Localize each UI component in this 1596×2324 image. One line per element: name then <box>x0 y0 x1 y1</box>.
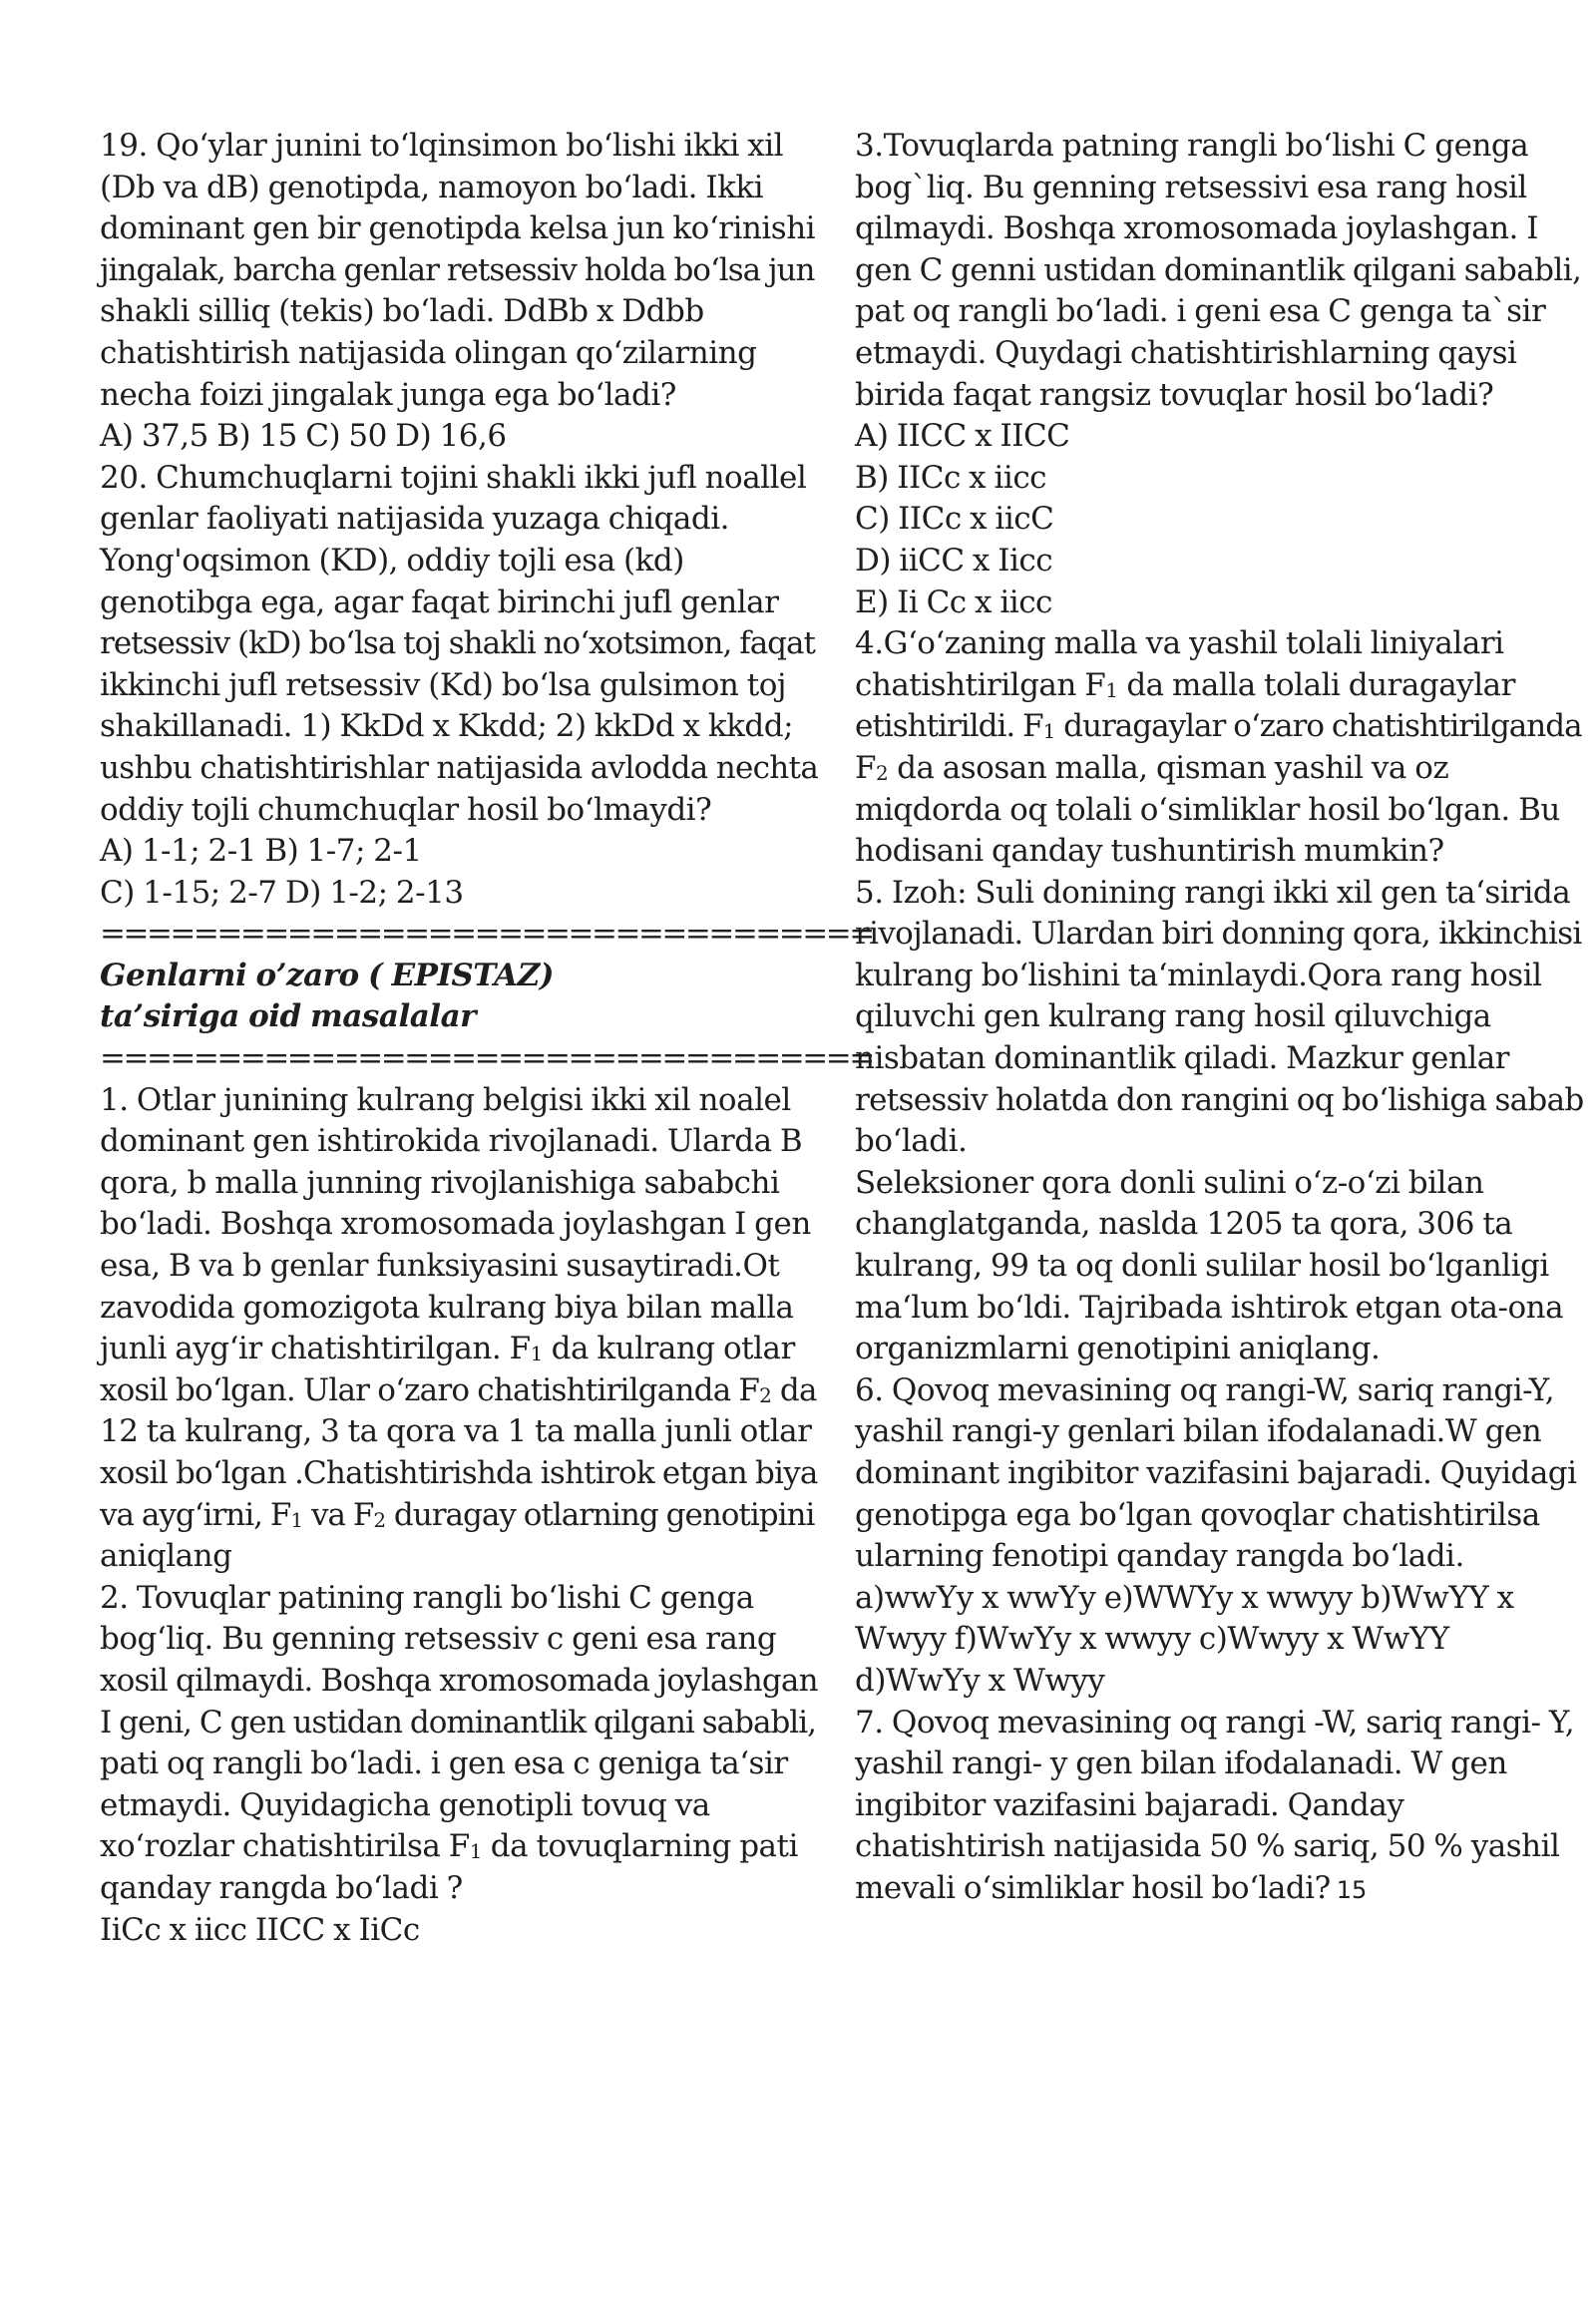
answer-options: C) 1-15; 2-7 D) 1-2; 2-13 <box>100 874 464 911</box>
text-line-content: mevali o‘simliklar hosil bo‘ladi? <box>855 1869 1331 1906</box>
text-line: 20. Chumchuqlarni tojini shakli ikki jufl noallel <box>100 459 807 496</box>
answer-option: C) IICc x iicC <box>855 501 1054 538</box>
text-line: xo‘rozlar chatishtirilsa F1 da tovuqlarning pati <box>100 1828 798 1865</box>
text-line: etmaydi. Quyidagicha genotipli tovuq va <box>100 1786 710 1823</box>
answer-option: D) iiCC x Iicc <box>855 542 1053 579</box>
text-line: chatishtirish natijasida olingan qo‘zilarning <box>100 334 757 371</box>
text-line: a)wwYy x wwYy e)WWYy x wwyy b)WwYY x <box>855 1579 1514 1616</box>
text-line: 2. Tovuqlar patining rangli bo‘lishi C genga <box>100 1579 754 1616</box>
separator-line: ================================= <box>100 1040 873 1077</box>
text-line: ma‘lum bo‘ldi. Tajribada ishtirok etgan ota-ona <box>855 1289 1564 1326</box>
answer-option: A) IICC x IICC <box>855 418 1070 455</box>
text-line <box>855 1868 1585 1910</box>
text-line: nisbatan dominantlik qiladi. Mazkur genlar <box>855 1040 1510 1077</box>
text-line: 1. Otlar junining kulrang belgisi ikki xil noalel <box>100 1081 791 1118</box>
text-line: retsessiv holatda don rangini oq bo‘lishiga sabab <box>855 1081 1584 1118</box>
text-line: va ayg‘irni, F1 va F2 duragay otlarning genotipini <box>100 1496 815 1533</box>
text-line: miqdorda oq tolali o‘simliklar hosil bo‘lgan. Bu <box>855 791 1560 828</box>
text-line: ushbu chatishtirishlar natijasida avlodda nechta <box>100 749 819 786</box>
text-line: gen C genni ustidan dominantlik qilgani sababli, <box>855 251 1582 288</box>
text-line: organizmlarni genotipini aniqlang. <box>855 1331 1381 1367</box>
text-line: qanday rangda bo‘ladi ? <box>100 1869 463 1906</box>
subscript-digit: 2 <box>373 1507 387 1532</box>
separator-line: ================================= <box>100 916 873 953</box>
text-line: bo‘ladi. Boshqa xromosomada joylashgan I gen <box>100 1206 811 1243</box>
subscript-digit: 1 <box>290 1507 304 1532</box>
text-line: Seleksioner qora donli sulini o‘z-o‘zi bilan <box>855 1164 1484 1201</box>
right-column <box>855 126 1585 1910</box>
answer-option: B) IICc x iicc <box>855 459 1047 496</box>
text-line: etishtirildi. F1 duragaylar o‘zaro chatishtirilganda <box>855 708 1582 745</box>
text-line: chatishtirilgan F1 da malla tolali duragaylar <box>855 666 1515 703</box>
text-line: 7. Qovoq mevasining oq rangi -W, sariq rangi- Y, <box>855 1704 1575 1741</box>
text-line: dominant ingibitor vazifasini bajaradi. Quyidagi <box>855 1455 1577 1491</box>
subscript-digit: 2 <box>759 1382 772 1407</box>
text-line: kulrang, 99 ta oq donli sulilar hosil bo‘lganligi <box>855 1248 1549 1285</box>
text-line: necha foizi jingalak junga ega bo‘ladi? <box>100 376 676 413</box>
answer-option: E) Ii Cc x iicc <box>855 583 1052 620</box>
text-line: IiCc x iicc IICC x IiCc <box>100 1911 420 1948</box>
text-line: yashil rangi- y gen bilan ifodalanadi. W gen <box>855 1745 1507 1782</box>
text-line: etmaydi. Quydagi chatishtirishlarning qaysi <box>855 334 1517 371</box>
text-line: chatishtirish natijasida 50 % sariq, 50 % yashil <box>855 1828 1560 1865</box>
text-line: qiluvchi gen kulrang rang hosil qiluvchiga <box>855 998 1491 1035</box>
text-line: qora, b malla junning rivojlanishiga sababchi <box>100 1164 780 1201</box>
text-line: oddiy tojli chumchuqlar hosil bo‘lmaydi? <box>100 791 712 828</box>
text-line: bog‘liq. Bu genning retsessiv c geni esa rang <box>100 1621 777 1658</box>
text-line: shakillanadi. 1) KkDd x Kkdd; 2) kkDd x kkdd; <box>100 708 794 745</box>
text-line: retsessiv (kD) bo‘lsa toj shakli no‘xotsimon, faqat <box>100 625 815 662</box>
text-line: 4.G‘o‘zaning malla va yashil tolali liniyalari <box>855 625 1504 662</box>
text-line: F2 da asosan malla, qisman yashil va oz <box>855 749 1449 786</box>
section-heading: ta’siriga oid masalalar <box>100 998 476 1035</box>
text-line: 12 ta kulrang, 3 ta qora va 1 ta malla junli otlar <box>100 1413 812 1450</box>
text-line: zavodida gomozigota kulrang biya bilan malla <box>100 1289 794 1326</box>
text-line: 5. Izoh: Suli donining rangi ikki xil gen ta‘sirida <box>855 874 1571 911</box>
text-line: birida faqat rangsiz tovuqlar hosil bo‘ladi? <box>855 376 1494 413</box>
subscript-digit: 1 <box>1042 719 1056 744</box>
text-line: dominant gen bir genotipda kelsa jun ko‘rinishi <box>100 210 816 247</box>
text-line: jingalak, barcha genlar retsessiv holda bo‘lsa jun <box>100 251 815 288</box>
text-line: pat oq rangli bo‘ladi. i geni esa C genga ta`sir <box>855 293 1546 330</box>
text-line: aniqlang <box>100 1538 232 1575</box>
text-line: qilmaydi. Boshqa xromosomada joylashgan. I <box>855 210 1538 247</box>
text-line: 6. Qovoq mevasining oq rangi-W, sariq rangi-Y, <box>855 1371 1555 1408</box>
subscript-digit: 1 <box>1105 677 1118 702</box>
subscript-digit: 2 <box>876 760 889 785</box>
text-line: esa, B va b genlar funksiyasini susaytiradi.Ot <box>100 1248 780 1285</box>
answer-options: A) 1-1; 2-1 B) 1-7; 2-1 <box>100 833 422 870</box>
text-line: shakli silliq (tekis) bo‘ladi. DdBb x Ddbb <box>100 293 704 330</box>
text-line: hodisani qanday tushuntirish mumkin? <box>855 833 1444 870</box>
text-line: xosil bo‘lgan .Chatishtirishda ishtirok etgan biya <box>100 1455 818 1491</box>
text-line: junli ayg‘ir chatishtirilgan. F1 da kulrang otlar <box>100 1331 795 1367</box>
text-line: xosil bo‘lgan. Ular o‘zaro chatishtirilganda F2 da <box>100 1371 817 1408</box>
text-line: changlatganda, naslda 1205 ta qora, 306 ta <box>855 1206 1513 1243</box>
text-line: xosil qilmaydi. Boshqa xromosomada joylashgan <box>100 1662 818 1699</box>
text-line: d)WwYy x Wwyy <box>855 1662 1105 1699</box>
text-line: genlar faoliyati natijasida yuzaga chiqadi. <box>100 501 729 538</box>
text-line: (Db va dB) genotipda, namoyon bo‘ladi. Ikki <box>100 169 764 205</box>
text-line: 3.Tovuqlarda patning rangli bo‘lishi C genga <box>855 128 1529 164</box>
text-line: Yong'oqsimon (KD), oddiy tojli esa (kd) <box>100 542 684 579</box>
section-heading: Genlarni o’zaro ( EPISTAZ) <box>100 957 555 993</box>
text-line: ularning fenotipi qanday rangda bo‘ladi. <box>855 1538 1464 1575</box>
text-line: I geni, C gen ustidan dominantlik qilgani sababli, <box>100 1704 816 1741</box>
text-line: rivojlanadi. Ulardan biri donning qora, ikkinchisi <box>855 916 1582 953</box>
page-number: 15 <box>1336 1875 1368 1904</box>
text-line: genotibga ega, agar faqat birinchi jufl genlar <box>100 583 779 620</box>
text-line: kulrang bo‘lishini ta‘minlaydi.Qora rang hosil <box>855 957 1542 993</box>
text-line: genotipga ega bo‘lgan qovoqlar chatishtirilsa <box>855 1496 1540 1533</box>
text-line: Wwyy f)WwYy x wwyy c)Wwyy x WwYY <box>855 1621 1449 1658</box>
text-line: yashil rangi-y genlari bilan ifodalanadi.W gen <box>855 1413 1542 1450</box>
text-line: bog`liq. Bu genning retsessivi esa rang hosil <box>855 169 1527 205</box>
text-line: 19. Qo‘ylar junini to‘lqinsimon bo‘lishi ikki xil <box>100 128 784 164</box>
text-line: pati oq rangli bo‘ladi. i gen esa c geniga ta‘sir <box>100 1745 788 1782</box>
subscript-digit: 1 <box>469 1839 483 1864</box>
text-line: bo‘ladi. <box>855 1123 968 1160</box>
text-line: dominant gen ishtirokida rivojlanadi. Ularda B <box>100 1123 803 1160</box>
subscript-digit: 1 <box>530 1342 544 1366</box>
text-line: ingibitor vazifasini bajaradi. Qanday <box>855 1786 1404 1823</box>
left-column <box>100 126 873 1951</box>
answer-options: A) 37,5 B) 15 C) 50 D) 16,6 <box>100 418 507 455</box>
text-line: ikkinchi jufl retsessiv (Kd) bo‘lsa gulsimon toj <box>100 666 786 703</box>
